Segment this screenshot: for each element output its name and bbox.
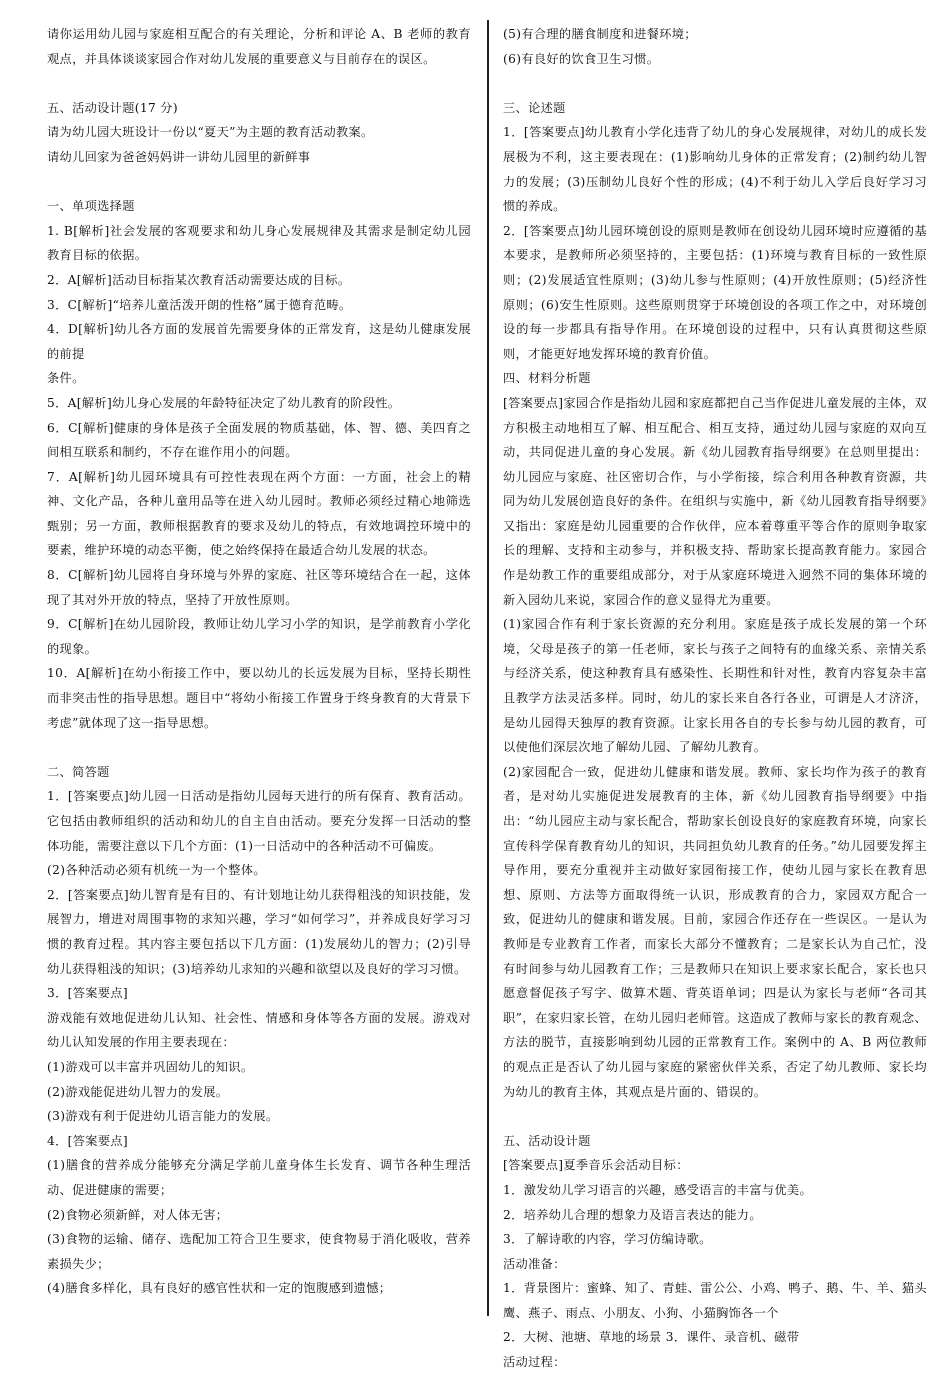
text-paragraph: 2．[答案要点]幼儿园环境创设的原则是教师在创设幼儿园环境时应遵循的基本要求，是教师所必须坚持的，主要包括：(1)环境与教育目标的一致性原则；(2)发展适宜性原则；(3)幼儿参与性原则；(4)开放性原则；(5)经济性原则；(6)安生性原则。这些原则贯穿于环境创设的各项工作之中，对环境创设的每一步都具有指导作用。在环境创设的过程中，只有认真贯彻这些原则，才能更好地发挥环境的教育价值。 [503, 223, 927, 361]
text-paragraph: 7．A[解析]幼儿园环境具有可控性表现在两个方面：一方面，社会上的精神、文化产品，各种儿童用品等在进入幼儿园时。教师必须经过精心地筛选甄别；另一方面，教师根据教育的要求及幼儿的特点，有效地调控环境中的要素，维护环境的动态平衡，使之始终保持在最适合幼儿发展的状态。 [47, 469, 471, 558]
text-paragraph: 活动准备： [503, 1256, 566, 1271]
right-text-column [503, 22, 927, 1370]
text-paragraph: 条件。 [47, 371, 85, 386]
text-paragraph: 请你运用幼儿园与家庭相互配合的有关理论，分析和评论 A、B 老师的教育观点，并具体谈谈家园合作对幼儿发展的重要意义与目前存在的误区。 [47, 27, 471, 66]
text-paragraph: 二、简答题 [47, 764, 110, 779]
text-paragraph: (4)膳食多样化，具有良好的感官性状和一定的饱腹感到遗憾； [47, 1281, 392, 1296]
text-paragraph: (3)游戏有利于促进幼儿语言能力的发展。 [47, 1109, 279, 1124]
text-paragraph: 6．C[解析]健康的身体是孩子全面发展的物质基础，体、智、德、美四育之间相互联系和制约，不存在谁作用小的问题。 [47, 420, 471, 460]
column-divider [487, 20, 489, 1316]
text-paragraph: 请为幼儿园大班设计一份以“夏天”为主题的教育活动教案。 [47, 125, 374, 140]
text-paragraph: 请幼儿回家为爸爸妈妈讲一讲幼儿园里的新鲜事 [47, 149, 311, 164]
text-paragraph: 9．C[解析]在幼儿园阶段，教师让幼儿学习小学的知识，是学前教育小学化的现象。 [47, 617, 471, 656]
blank-line [503, 71, 927, 96]
blank-line [47, 735, 471, 760]
text-paragraph: 1．激发幼儿学习语言的兴趣，感受语言的丰富与优美。 [503, 1182, 813, 1197]
text-paragraph: 1．[答案要点]幼儿园一日活动是指幼儿园每天进行的所有保育、教育活动。它包括由教师组织的活动和幼儿的自主自由活动。要充分发挥一日活动的整体功能，需要注意以下几个方面：(1)一日活动中的各种活动不可偏废。 [47, 789, 471, 853]
text-paragraph: (1)家园合作有利于家长资源的充分利用。家庭是孩子成长发展的第一个环境，父母是孩子的第一任老师，家长与孩子之间特有的血缘关系、亲情关系与经济关系，使这种教育具有感染性、长期性和针对性，教育内容复杂丰富且教学方法灵活多样。同时，幼儿的家长来自各行各业，可谓是人才济济，是幼儿园得天独厚的教育资源。让家长用各自的专长参与幼儿园的教育，可以使他们深层次地了解幼儿园、了解幼儿教育。 [503, 617, 927, 755]
text-paragraph: [答案要点]家园合作是指幼儿园和家庭都把自己当作促进儿童发展的主体，双方积极主动地相互了解、相互配合、相互支持，通过幼儿园与家庭的双向互动，共同促进儿童的身心发展。新《幼儿园教育指导纲要》在总则里提出：幼儿园应与家庭、社区密切合作，与小学衔接，综合利用各种教育资源，共同为幼儿发展创造良好的条件。在组织与实施中，新《幼儿园教育指导纲要》又指出：家庭是幼儿园重要的合作伙伴，应本着尊重平等合作的原则争取家长的理解、支持和主动参与，并积极支持、帮助家长提高教育能力。家园合作是幼教工作的重要组成部分，对于从家庭环境进入迥然不同的集体环境的新入园幼儿来说，家园合作的意义显得尤为重要。 [503, 395, 927, 607]
text-paragraph: (3)食物的运输、储存、选配加工符合卫生要求，使食物易于消化吸收，营养素损失少； [47, 1232, 471, 1271]
text-paragraph: 2．培养幼儿合理的想象力及语言表达的能力。 [503, 1207, 762, 1222]
text-paragraph: 1. B[解析]社会发展的客观要求和幼儿身心发展规律及其需求是制定幼儿园教育目标的依据。 [47, 223, 471, 263]
text-paragraph: (1)游戏可以丰富并巩固幼儿的知识。 [47, 1059, 254, 1074]
text-paragraph: 2．大树、池塘、草地的场景 3．课件、录音机、磁带 [503, 1330, 800, 1345]
text-paragraph: 3．C[解析]“培养儿童活泼开朗的性格”属于德育范畴。 [47, 297, 352, 312]
text-paragraph: (2)游戏能促进幼儿智力的发展。 [47, 1084, 229, 1099]
text-paragraph: 五、活动设计题 [503, 1133, 591, 1148]
text-paragraph: 3．了解诗歌的内容，学习仿编诗歌。 [503, 1232, 712, 1247]
blank-line [47, 170, 471, 195]
text-paragraph: 10．A[解析]在幼小衔接工作中，要以幼儿的长远发展为目标，坚持长期性而非突击性的指导思想。题目中“将幼小衔接工作置身于终身教育的大背景下考虑”就体现了这一指导思想。 [47, 666, 471, 730]
text-paragraph: 8．C[解析]幼儿园将自身环境与外界的家庭、社区等环境结合在一起，这体现了其对外开放的特点，坚持了开放性原则。 [47, 568, 471, 607]
text-paragraph: 1．背景图片：蜜蜂、知了、青蛙、雷公公、小鸡、鸭子、鹅、牛、羊、猫头鹰、燕子、雨点、小朋友、小狗、小猫胸饰各一个 [503, 1281, 927, 1320]
text-paragraph: 活动过程： [503, 1355, 566, 1370]
text-paragraph: (2)家园配合一致，促进幼儿健康和谐发展。教师、家长均作为孩子的教育者，是对幼儿实施促进发展教育的主体，新《幼儿园教育指导纲要》中指出：“幼儿园应主动与家长配合，帮助家长创设良好的家庭教育环境，向家长宣传科学保育教育幼儿的知识，共同担负幼儿教育的任务。”幼儿园要发挥主导作用，要充分重视并主动做好家园衔接工作，使幼儿园与家长在教育思想、原则、方法等方面取得统一认识，形成教育的合力，家园双方配合一致，促进幼儿的健康和谐发展。目前，家园合作还存在一些误区。一是认为教师是专业教育工作者，而家长大部分不懂教育；二是家长认为自己忙，没有时间参与幼儿园教育工作；三是教师只在知识上要求家长配合，家长也只愿意督促孩子写字、做算术题、背英语单词；四是认为家长与老师“各司其职”，在家归家长管，在幼儿园归老师管。这造成了教师与家长的教育观念、方法的脱节，直接影响到幼儿园的正常教育工作。案例中的 A、B 两位教师的观点正是否认了幼儿园与家庭的紧密伙伴关系，否定了幼儿教师、家长均为幼儿的教育主体，其观点是片面的、错误的。 [503, 764, 927, 1099]
text-paragraph: 一、单项选择题 [47, 199, 135, 214]
text-paragraph: 2．A[解析]活动目标指某次教育活动需要达成的目标。 [47, 272, 351, 287]
text-paragraph: (5)有合理的膳食制度和进餐环境； [503, 27, 697, 41]
text-paragraph: 1．[答案要点]幼儿教育小学化违背了幼儿的身心发展规律，对幼儿的成长发展极为不利，这主要表现在：(1)影响幼儿身体的正常发育；(2)制约幼儿智力的发展；(3)压制幼儿良好个性的形成；(4)不利于幼儿入学后良好学习习惯的养成。 [503, 125, 927, 214]
text-paragraph: 4．[答案要点] [47, 1133, 129, 1148]
text-paragraph: 5．A[解析]幼儿身心发展的年龄特征决定了幼儿教育的阶段性。 [47, 395, 401, 410]
text-paragraph: (2)各种活动必须有机统一为一个整体。 [47, 863, 266, 878]
text-paragraph: 四、材料分析题 [503, 371, 591, 386]
text-paragraph: 三、论述题 [503, 100, 566, 115]
left-text-column [47, 22, 471, 1344]
blank-line [503, 1104, 927, 1129]
text-paragraph: 2．[答案要点]幼儿智育是有目的、有计划地让幼儿获得粗浅的知识技能，发展智力，增进对周围事物的求知兴趣，学习“如何学习”，并养成良好学习习惯的教育过程。其内容主要包括以下几方面：(1)发展幼儿的智力；(2)引导幼儿获得粗浅的知识；(3)培养幼儿求知的兴趣和欲望以及良好的学习习惯。 [47, 887, 471, 976]
text-paragraph: 五、活动设计题(17 分) [47, 100, 178, 115]
text-paragraph: (1)膳食的营养成分能够充分满足学前儿童身体生长发育、调节各种生理活动、促进健康的需要； [47, 1158, 471, 1197]
text-paragraph: (2)食物必须新鲜，对人体无害； [47, 1207, 229, 1222]
text-paragraph: [答案要点]夏季音乐会活动目标： [503, 1158, 689, 1173]
text-paragraph: 游戏能有效地促进幼儿认知、社会性、情感和身体等各方面的发展。游戏对幼儿认知发展的作用主要表现在： [47, 1010, 471, 1050]
text-paragraph: (6)有良好的饮食卫生习惯。 [503, 51, 660, 66]
blank-line [47, 71, 471, 96]
text-paragraph: 3．[答案要点] [47, 986, 129, 1001]
text-paragraph: 4．D[解析]幼儿各方面的发展首先需要身体的正常发育，这是幼儿健康发展的前提 [47, 322, 471, 361]
